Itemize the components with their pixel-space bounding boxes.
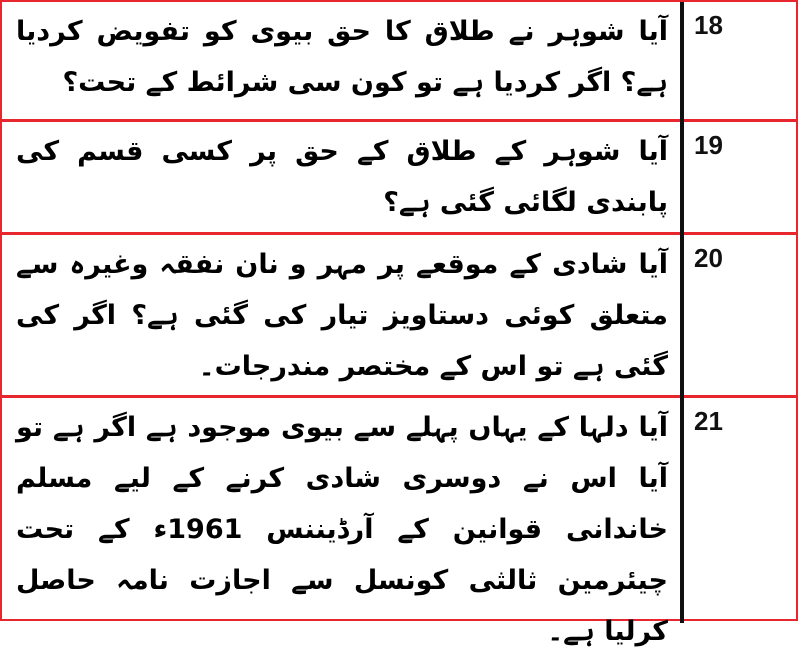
question-number-19: 19 xyxy=(694,130,723,160)
question-text-19: آیا شوہر کے طلاق کے حق پر کسی قسم کی پابندی لگائی گئی ہے؟ xyxy=(16,136,668,218)
question-text-21: آیا دلہا کے یہاں پہلے سے بیوی موجود ہے اگر ہے تو آیا اس نے دوسری شادی کرنے کے لیے مسلم خاندانی قوانین کے آرڈیننس 1961ء کے تحت چیئرمین ثالثی کونسل سے اجازت نامہ حاصل کرلیا ہے۔ xyxy=(16,412,668,647)
question-row-19 xyxy=(2,122,796,232)
column-divider xyxy=(680,2,684,623)
question-text-18: آیا شوہر نے طلاق کا حق بیوی کو تفویض کردیا ہے؟ اگر کردیا ہے تو کون سی شرائط کے تحت؟ xyxy=(16,16,668,98)
question-number-20: 20 xyxy=(694,243,723,273)
question-row-18 xyxy=(2,2,796,119)
question-text-20: آیا شادی کے موقعے پر مہر و نان نفقہ وغیرہ سے متعلق کوئی دستاویز تیار کی گئی ہے؟ اگر کی گئی ہے تو اس کے مختصر مندرجات۔ xyxy=(16,249,668,382)
question-number-21: 21 xyxy=(694,406,723,436)
question-row-21 xyxy=(2,398,796,647)
question-number-18: 18 xyxy=(694,10,723,40)
question-row-20 xyxy=(2,235,796,395)
